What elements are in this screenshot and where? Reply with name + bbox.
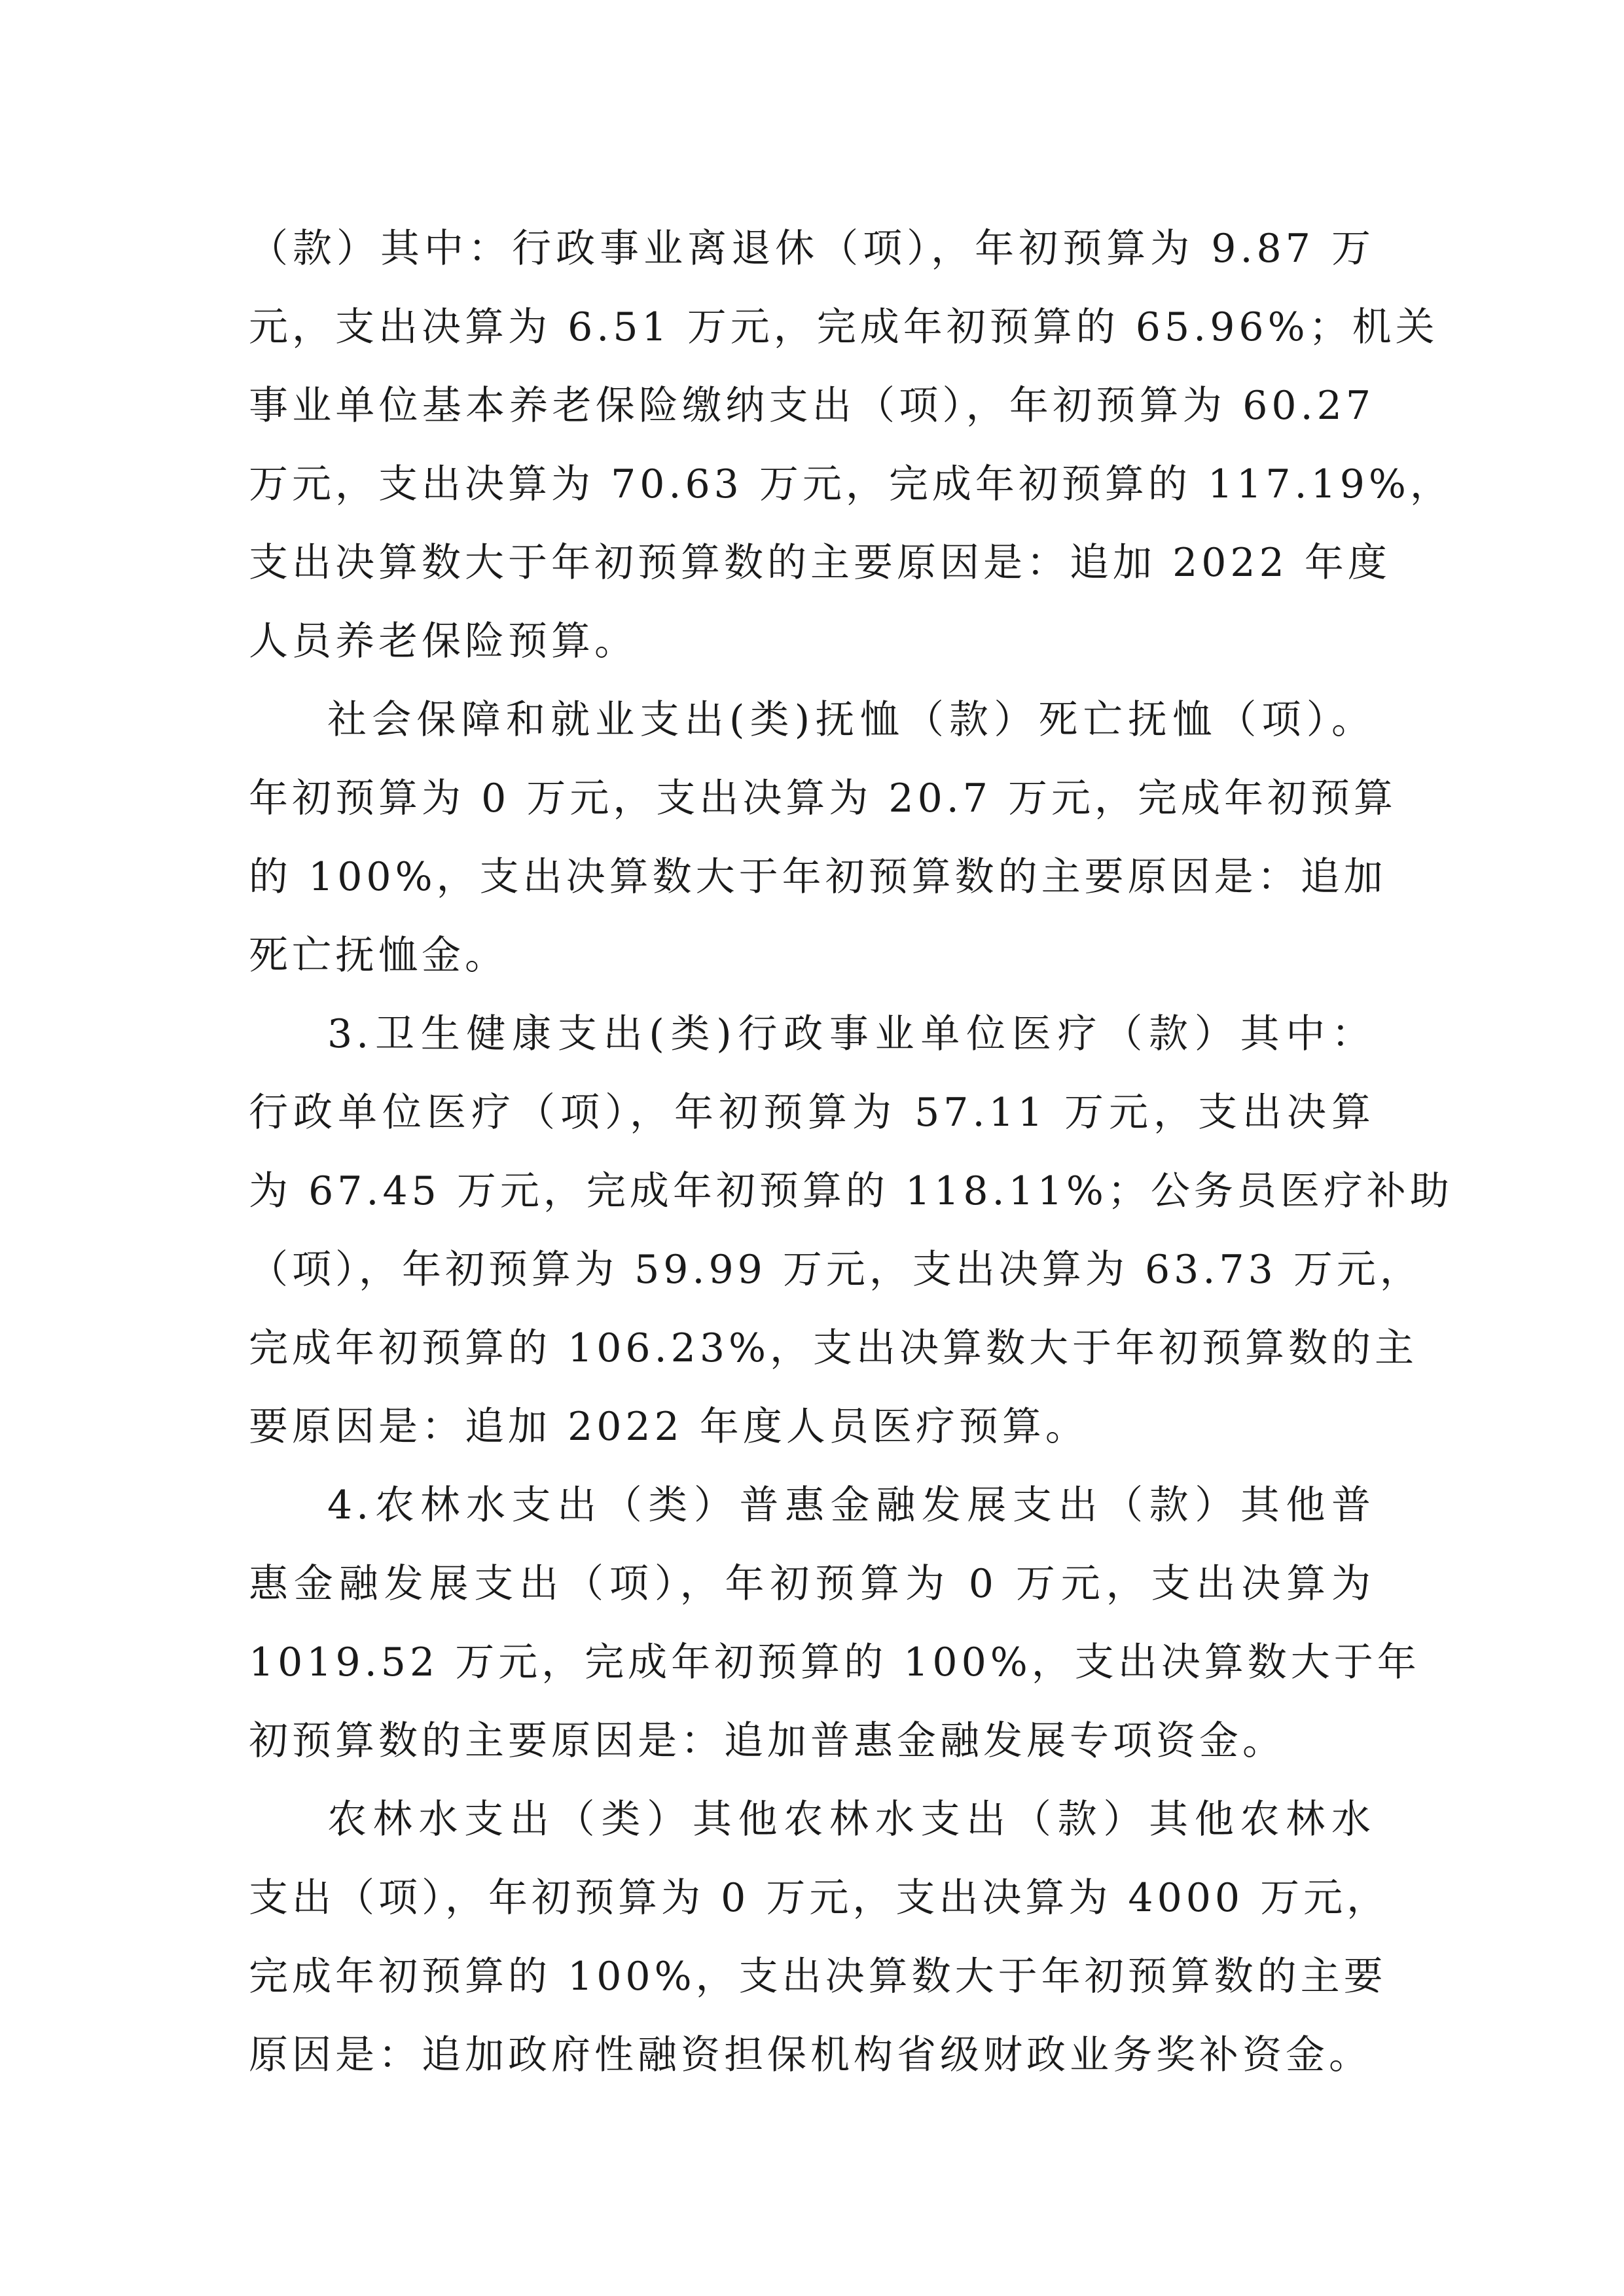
text-line: 原因是：追加政府性融资担保机构省级财政业务奖补资金。: [249, 2032, 1372, 2078]
text-line: 行政单位医疗（项），年初预算为 57.11 万元，支出决算: [249, 1090, 1375, 1136]
text-line: 农林水支出（类）其他农林水支出（款）其他农林水: [327, 1797, 1375, 1842]
text-line: 完成年初预算的 106.23%，支出决算数大于年初预算数的主: [249, 1325, 1418, 1371]
text-line: 的 100%，支出决算数大于年初预算数的主要原因是：追加: [249, 854, 1387, 900]
text-line: 初预算数的主要原因是：追加普惠金融发展专项资金。: [249, 1718, 1286, 1764]
paragraph-pension: [249, 209, 1453, 681]
text-line: 支出决算数大于年初预算数的主要原因是：追加 2022 年度: [249, 540, 1391, 586]
text-line: 人员养老保险预算。: [249, 619, 638, 664]
text-line: 1019.52 万元，完成年初预算的 100%，支出决算数大于年: [249, 1640, 1420, 1685]
paragraph-other-agriculture: [249, 1780, 1390, 2094]
text-line: 元，支出决算为 6.51 万元，完成年初预算的 65.96%；机关: [249, 304, 1439, 350]
text-line: 完成年初预算的 100%，支出决算数大于年初预算数的主要: [249, 1954, 1387, 2000]
text-line: 4.农林水支出（类）普惠金融发展支出（款）其他普: [327, 1482, 1375, 1528]
paragraph-death-compensation: [249, 681, 1398, 995]
text-line: 为 67.45 万元，完成年初预算的 118.11%；公务员医疗补助: [249, 1168, 1453, 1214]
body-text: [249, 209, 1453, 2094]
paragraph-health-expenditure: [249, 995, 1453, 1466]
text-line: 万元，支出决算为 70.63 万元，完成年初预算的 117.19%，: [249, 461, 1453, 507]
text-line: 3.卫生健康支出(类)行政事业单位医疗（款）其中：: [327, 1011, 1375, 1057]
text-line: 要原因是：追加 2022 年度人员医疗预算。: [249, 1404, 1089, 1450]
paragraph-inclusive-finance: [249, 1466, 1420, 1780]
text-line: 死亡抚恤金。: [249, 933, 508, 978]
text-line: 支出（项），年初预算为 0 万元，支出决算为 4000 万元，: [249, 1875, 1390, 1921]
text-line: （款）其中：行政事业离退休（项），年初预算为 9.87 万: [249, 226, 1375, 272]
text-line: （项），年初预算为 59.99 万元，支出决算为 63.73 万元，: [249, 1247, 1423, 1293]
text-line: 惠金融发展支出（项），年初预算为 0 万元，支出决算为: [249, 1561, 1375, 1607]
text-line: 年初预算为 0 万元，支出决算为 20.7 万元，完成年初预算: [249, 776, 1398, 821]
text-line: 社会保障和就业支出(类)抚恤（款）死亡抚恤（项）。: [327, 697, 1375, 743]
text-line: 事业单位基本养老保险缴纳支出（项），年初预算为 60.27: [249, 383, 1375, 429]
